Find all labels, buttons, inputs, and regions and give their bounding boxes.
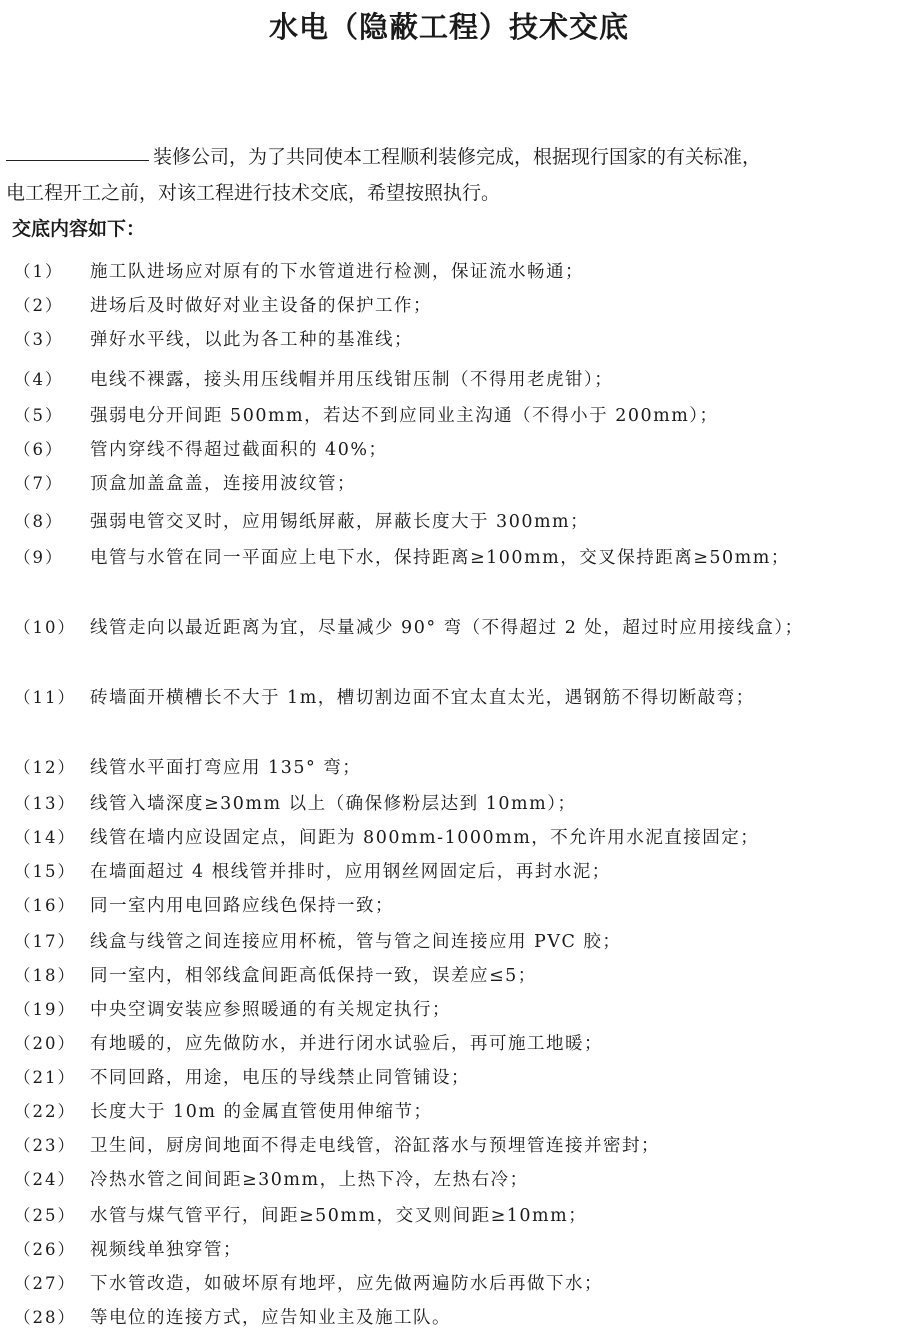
item-text: 冷热水管之间间距≥30mm，上热下冷，左热右冷； — [90, 1170, 529, 1190]
item-number: （19） — [14, 1000, 76, 1019]
item-text: 视频线单独穿管； — [90, 1240, 242, 1260]
intro-text-1: 装修公司，为了共同使本工程顺利装修完成，根据现行国家的有关标准， — [153, 146, 762, 168]
item-text: 有地暖的，应先做防水，并进行闭水试验后，再可施工地暖； — [90, 1034, 603, 1054]
intro-paragraph-line-2 — [6, 176, 896, 210]
item-text: 线管走向以最近距离为宜，尽量减少 90° 弯（不得超过 2 处，超过时应用接线盒）； — [90, 618, 804, 638]
company-name-blank — [6, 159, 149, 161]
item-number: （23） — [14, 1136, 76, 1155]
item-text: 同一室内，相邻线盒间距高低保持一致，误差应≤5； — [90, 966, 537, 986]
item-text: 进场后及时做好对业主设备的保护工作； — [90, 296, 432, 316]
section-heading: 交底内容如下： — [12, 218, 146, 240]
item-number: （15） — [14, 862, 76, 881]
page-title: 水电（隐蔽工程）技术交底 — [268, 10, 629, 44]
item-number: （12） — [14, 758, 76, 777]
intro-text-2: 电工程开工之前，对该工程进行技术交底，希望按照执行。 — [6, 182, 501, 204]
item-number: （9） — [14, 548, 64, 567]
item-number: （1） — [14, 262, 64, 281]
item-number: （3） — [14, 330, 64, 349]
item-number: （27） — [14, 1274, 76, 1293]
item-text: 长度大于 10m 的金属直管使用伸缩节； — [90, 1102, 433, 1122]
item-text: 电管与水管在同一平面应上电下水，保持距离≥100mm，交叉保持距离≥50mm； — [90, 548, 790, 568]
item-number: （28） — [14, 1308, 76, 1327]
item-text: 砖墙面开横槽长不大于 1m，槽切割边面不宜太直太光，遇钢筋不得切断敲弯； — [90, 688, 755, 708]
item-text: 不同回路，用途，电压的导线禁止同管铺设； — [90, 1068, 470, 1088]
item-text: 强弱电分开间距 500mm，若达不到应同业主沟通（不得小于 200mm）； — [90, 406, 719, 426]
item-text: 电线不裸露，接头用压线帽并用压线钳压制（不得用老虎钳）； — [90, 370, 614, 390]
item-text: 中央空调安装应参照暖通的有关规定执行； — [90, 1000, 451, 1020]
item-text: 在墙面超过 4 根线管并排时，应用钢丝网固定后，再封水泥； — [90, 862, 611, 882]
item-text: 强弱电管交叉时，应用锡纸屏蔽，屏蔽长度大于 300mm； — [90, 512, 590, 532]
item-text: 卫生间，厨房间地面不得走电线管，浴缸落水与预埋管连接并密封； — [90, 1136, 660, 1156]
item-text: 线管水平面打弯应用 135° 弯； — [90, 758, 362, 778]
item-number: （10） — [14, 618, 76, 637]
item-number: （2） — [14, 296, 64, 315]
item-number: （7） — [14, 474, 64, 493]
item-number: （4） — [14, 370, 64, 389]
item-text: 线管入墙深度≥30mm 以上（确保修粉层达到 10mm）； — [90, 794, 577, 814]
item-text: 下水管改造，如破坏原有地坪，应先做两遍防水后再做下水； — [90, 1274, 603, 1294]
item-number: （25） — [14, 1206, 76, 1225]
item-text: 线盒与线管之间连接应用杯梳，管与管之间连接应用 PVC 胶； — [90, 932, 622, 952]
item-number: （22） — [14, 1102, 76, 1121]
item-text: 顶盒加盖盒盖，连接用波纹管； — [90, 474, 356, 494]
item-number: （17） — [14, 932, 76, 951]
item-number: （20） — [14, 1034, 76, 1053]
item-number: （18） — [14, 966, 76, 985]
item-number: （6） — [14, 440, 64, 459]
item-number: （21） — [14, 1068, 76, 1087]
item-text: 等电位的连接方式，应告知业主及施工队。 — [90, 1308, 451, 1328]
item-number: （14） — [14, 828, 76, 847]
item-text: 施工队进场应对原有的下水管道进行检测，保证流水畅通； — [90, 262, 584, 282]
intro-paragraph-line-1 — [6, 140, 896, 174]
item-number: （13） — [14, 794, 76, 813]
item-number: （16） — [14, 896, 76, 915]
item-text: 弹好水平线，以此为各工种的基准线； — [90, 330, 413, 350]
item-number: （24） — [14, 1170, 76, 1189]
item-text: 管内穿线不得超过截面积的 40%； — [90, 440, 388, 460]
item-text: 同一室内用电回路应线色保持一致； — [90, 896, 394, 916]
item-number: （11） — [14, 688, 76, 707]
item-number: （8） — [14, 512, 64, 531]
item-number: （5） — [14, 406, 64, 425]
item-number: （26） — [14, 1240, 76, 1259]
item-text: 线管在墙内应设固定点，间距为 800mm-1000mm，不允许用水泥直接固定； — [90, 828, 760, 848]
item-text: 水管与煤气管平行，间距≥50mm，交叉则间距≥10mm； — [90, 1206, 588, 1226]
